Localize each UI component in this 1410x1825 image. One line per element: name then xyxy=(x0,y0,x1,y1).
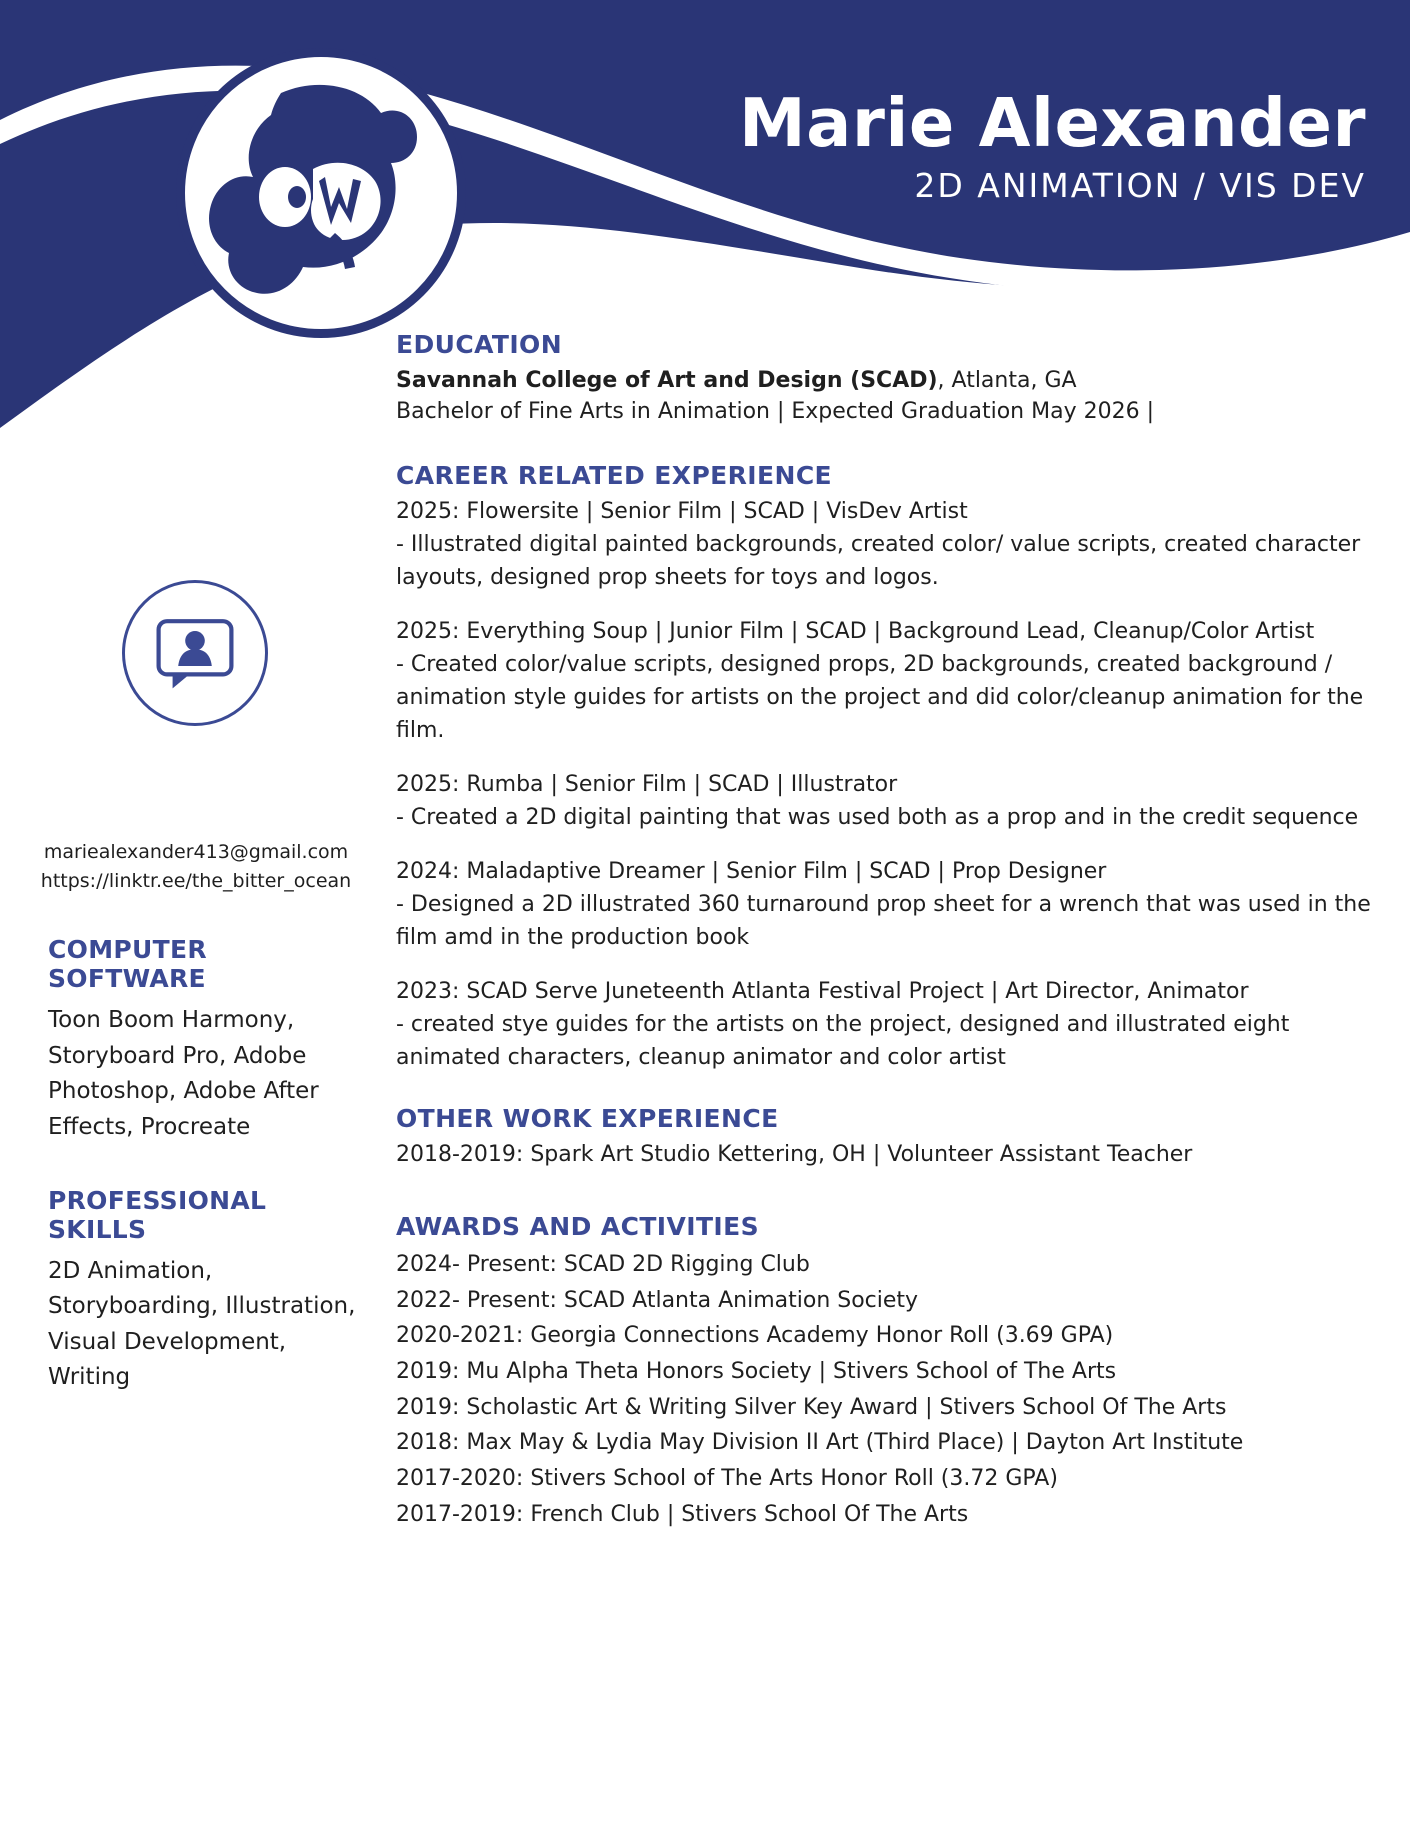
education-location: , Atlanta, GA xyxy=(937,368,1077,393)
career-entry-desc: - Created color/value scripts, designed props, 2D backgrounds, created background / animation style guides for artists on the project and did color/cleanup animation for the film. xyxy=(396,652,1364,744)
award-item: 2020-2021: Georgia Connections Academy Honor Roll (3.69 GPA) xyxy=(396,1323,1114,1349)
award-item: 2017-2020: Stivers School of The Arts Honor Roll (3.72 GPA) xyxy=(396,1465,1058,1491)
email-text[interactable]: mariealexander413@gmail.com xyxy=(43,841,349,863)
career-entry-title: 2024: Maladaptive Dreamer | Senior Film | SCAD | Prop Designer xyxy=(396,859,1107,885)
portfolio-link-text[interactable]: https://linktr.ee/the_bitter_ocean xyxy=(40,869,352,892)
header-name-block xyxy=(739,84,1366,206)
award-item: 2024- Present: SCAD 2D Rigging Club xyxy=(396,1252,810,1278)
award-item: 2022- Present: SCAD Atlanta Animation Society xyxy=(396,1287,919,1313)
section-awards xyxy=(396,1212,1396,1532)
other-work-entry: 2018-2019: Spark Art Studio Kettering, OH | Volunteer Assistant Teacher xyxy=(396,1141,1193,1167)
contact-card-icon xyxy=(125,582,265,722)
career-entry-title: 2025: Rumba | Senior Film | SCAD | Illustrator xyxy=(396,772,898,798)
education-school-line xyxy=(396,365,1396,396)
career-entry-desc: - Illustrated digital painted backgrounds, created color/ value scripts, created character layouts, designed prop sheets for toys and logos. xyxy=(396,532,1361,591)
sidebar-body-skills: 2D Animation, Storyboarding, Illustration, Visual Development, Writing xyxy=(48,1257,356,1391)
sidebar-section-software xyxy=(0,935,392,1146)
sidebar-section-skills xyxy=(0,1186,392,1397)
career-entry xyxy=(396,496,1396,594)
heading-education: EDUCATION xyxy=(396,330,563,359)
career-entry-title: 2025: Flowersite | Senior Film | SCAD | VisDev Artist xyxy=(396,499,968,525)
page-title: Marie Alexander xyxy=(739,84,1366,162)
logo-badge xyxy=(176,48,466,338)
career-entry xyxy=(396,856,1396,954)
sidebar xyxy=(0,580,392,1396)
page-subtitle: 2D ANIMATION / VIS DEV xyxy=(914,166,1366,206)
award-item: 2019: Scholastic Art & Writing Silver Key Award | Stivers School Of The Arts xyxy=(396,1394,1227,1420)
education-degree: Bachelor of Fine Arts in Animation | Expected Graduation May 2026 | xyxy=(396,399,1154,425)
section-career-experience xyxy=(396,461,1396,1073)
heading-awards: AWARDS AND ACTIVITIES xyxy=(396,1212,760,1242)
section-education xyxy=(396,330,1396,427)
award-item: 2019: Mu Alpha Theta Honors Society | Stivers School of The Arts xyxy=(396,1359,1117,1385)
heading-other-work: OTHER WORK EXPERIENCE xyxy=(396,1103,779,1133)
career-entry-desc: - created stye guides for the artists on the project, designed and illustrated eight animated characters, cleanup animator and color artist xyxy=(396,1011,1290,1070)
career-entry-title: 2025: Everything Soup | Junior Film | SCAD | Background Lead, Cleanup/Color Artist xyxy=(396,619,1315,645)
award-item: 2017-2019: French Club | Stivers School Of The Arts xyxy=(396,1501,969,1527)
career-entry-desc: - Designed a 2D illustrated 360 turnaround prop sheet for a wrench that was used in the film amd in the production book xyxy=(396,892,1371,951)
career-entry xyxy=(396,769,1396,834)
heading-career-experience: CAREER RELATED EXPERIENCE xyxy=(396,461,833,491)
sidebar-heading-software: COMPUTER SOFTWARE xyxy=(48,935,207,993)
education-school: Savannah College of Art and Design (SCAD) xyxy=(396,368,938,393)
contact-details xyxy=(0,838,392,895)
section-other-work xyxy=(396,1104,1396,1170)
career-entry xyxy=(396,976,1396,1074)
sidebar-heading-skills: PROFESSIONAL SKILLS xyxy=(48,1185,267,1244)
career-entry-title: 2023: SCAD Serve Juneteenth Atlanta Festival Project | Art Director, Animator xyxy=(396,979,1249,1005)
contact-icon-circle xyxy=(122,580,268,726)
main-content xyxy=(396,330,1396,1558)
monogram-logo-icon xyxy=(185,57,457,329)
career-entry xyxy=(396,616,1396,747)
sidebar-body-software: Toon Boom Harmony, Storyboard Pro, Adobe Photoshop, Adobe After Effects, Procreate xyxy=(48,1007,319,1140)
career-entry-desc: - Created a 2D digital painting that was used both as a prop and in the credit sequence xyxy=(396,805,1359,831)
award-item: 2018: Max May & Lydia May Division II Art (Third Place) | Dayton Art Institute xyxy=(396,1430,1244,1456)
